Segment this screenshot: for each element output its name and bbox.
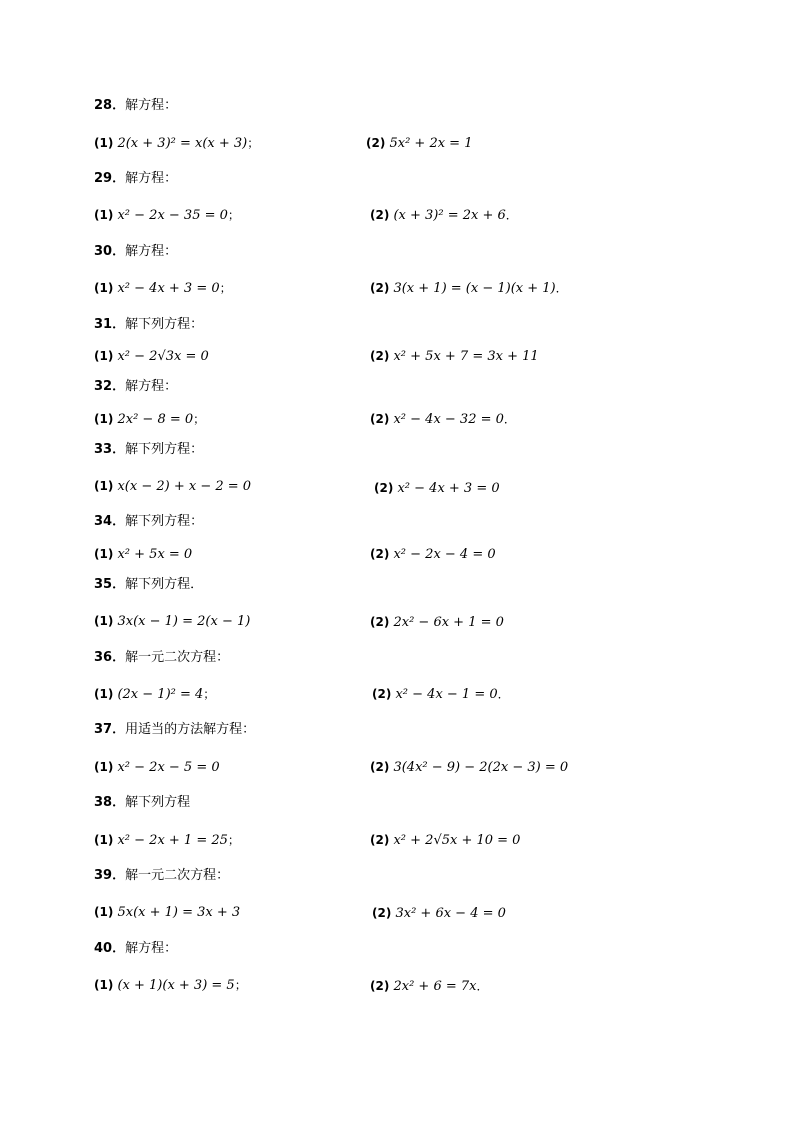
punctuation: ； <box>247 136 260 150</box>
problem-instruction: 解方程： <box>125 244 178 259</box>
part-label: (2) <box>370 760 390 774</box>
problem-31-part-1 <box>94 347 209 366</box>
problem-39-title <box>94 868 229 884</box>
problem-instruction: 解一元二次方程： <box>125 868 230 883</box>
problem-instruction: 解下列方程： <box>125 317 204 332</box>
problem-instruction: 解下列方程． <box>125 577 204 592</box>
equation: x² − 4x − 1 = 0 <box>395 687 498 702</box>
part-label: (2) <box>374 481 394 495</box>
problem-30-part-2 <box>370 279 568 298</box>
problem-36-title <box>94 650 229 666</box>
problem-34-title <box>94 514 203 530</box>
punctuation: ． <box>555 281 568 295</box>
part-label: (2) <box>370 615 390 629</box>
equation: (x + 1)(x + 3) = 5 <box>117 978 235 993</box>
part-label: (1) <box>94 833 114 847</box>
equation: 3x(x − 1) = 2(x − 1) <box>117 614 251 629</box>
problem-31-part-2 <box>370 347 539 366</box>
equation: x² − 2x − 35 = 0 <box>117 208 228 223</box>
part-label: (1) <box>94 547 114 561</box>
punctuation: ； <box>193 412 206 426</box>
part-label: (1) <box>94 349 114 363</box>
problem-29-title <box>94 171 177 187</box>
equation: x² − 4x + 3 = 0 <box>397 481 500 496</box>
equation: 2(x + 3)² = x(x + 3) <box>117 136 248 151</box>
problem-28-part-2 <box>366 134 472 153</box>
equation: (x + 3)² = 2x + 6 <box>393 208 506 223</box>
problem-34-part-2 <box>370 545 496 564</box>
equation: x² − 4x − 32 = 0 <box>393 412 504 427</box>
part-label: (1) <box>94 978 114 992</box>
problem-37-part-2 <box>370 758 568 777</box>
problem-38-part-2 <box>370 831 520 850</box>
part-label: (2) <box>370 547 390 561</box>
problem-37-title <box>94 722 255 738</box>
part-label: (2) <box>370 833 390 847</box>
problem-instruction: 解下列方程： <box>125 514 204 529</box>
punctuation: ． <box>497 687 510 701</box>
part-label: (1) <box>94 208 114 222</box>
equation: 2x² − 8 = 0 <box>117 412 194 427</box>
problem-instruction: 解方程： <box>125 379 178 394</box>
problem-number: 33． <box>94 442 126 457</box>
problem-39-part-1 <box>94 903 240 922</box>
problem-number: 37． <box>94 722 126 737</box>
problem-31-title <box>94 317 203 333</box>
problem-32-title <box>94 379 177 395</box>
problem-30-title <box>94 244 177 260</box>
punctuation: ； <box>227 208 240 222</box>
equation: 2x² − 6x + 1 = 0 <box>393 615 504 630</box>
problem-instruction: 解下列方程： <box>125 442 204 457</box>
equation: x(x − 2) + x − 2 = 0 <box>117 479 252 494</box>
problem-number: 35． <box>94 577 126 592</box>
problem-35-title <box>94 577 203 593</box>
problem-35-part-2 <box>370 613 504 632</box>
punctuation: ； <box>227 833 240 847</box>
punctuation: ． <box>505 208 518 222</box>
equation: x² − 2x − 5 = 0 <box>117 760 220 775</box>
equation: 3(4x² − 9) − 2(2x − 3) = 0 <box>393 760 569 775</box>
problem-28-title <box>94 98 177 114</box>
equation: 5x(x + 1) = 3x + 3 <box>117 905 241 920</box>
problem-32-part-1 <box>94 410 205 429</box>
part-label: (1) <box>94 479 114 493</box>
equation: x² + 2√5x + 10 = 0 <box>393 833 521 848</box>
problem-33-title <box>94 442 203 458</box>
problem-34-part-1 <box>94 545 192 564</box>
part-label: (2) <box>366 136 386 150</box>
part-label: (2) <box>372 906 392 920</box>
problem-instruction: 解下列方程 <box>125 795 191 810</box>
problem-instruction: 解一元二次方程： <box>125 650 230 665</box>
problem-29-part-1 <box>94 206 240 225</box>
problem-number: 32． <box>94 379 126 394</box>
problem-33-part-2 <box>374 479 500 498</box>
problem-40-title <box>94 941 177 957</box>
equation: x² − 2√3x = 0 <box>117 349 209 364</box>
part-label: (1) <box>94 687 114 701</box>
equation: 3(x + 1) = (x − 1)(x + 1) <box>393 281 556 296</box>
problem-instruction: 解方程： <box>125 171 178 186</box>
equation: x² − 2x − 4 = 0 <box>393 547 496 562</box>
punctuation: ； <box>219 281 232 295</box>
problem-32-part-2 <box>370 410 516 429</box>
problem-36-part-2 <box>372 685 510 704</box>
problem-number: 38． <box>94 795 126 810</box>
punctuation: ； <box>203 687 216 701</box>
problem-37-part-1 <box>94 758 220 777</box>
problem-40-part-2 <box>370 977 489 996</box>
part-label: (1) <box>94 760 114 774</box>
part-label: (2) <box>370 979 390 993</box>
part-label: (1) <box>94 281 114 295</box>
problem-number: 36． <box>94 650 126 665</box>
problem-35-part-1 <box>94 612 250 631</box>
problem-instruction: 解方程： <box>125 941 178 956</box>
part-label: (2) <box>370 412 390 426</box>
part-label: (1) <box>94 412 114 426</box>
problem-number: 40． <box>94 941 126 956</box>
equation: x² + 5x + 7 = 3x + 11 <box>393 349 539 364</box>
equation: 2x² + 6 = 7x <box>393 979 477 994</box>
problem-33-part-1 <box>94 477 251 496</box>
equation: x² − 2x + 1 = 25 <box>117 833 228 848</box>
problem-30-part-1 <box>94 279 232 298</box>
problem-38-part-1 <box>94 831 240 850</box>
problem-number: 39． <box>94 868 126 883</box>
problem-number: 28． <box>94 98 126 113</box>
part-label: (2) <box>370 349 390 363</box>
punctuation: ． <box>503 412 516 426</box>
problem-29-part-2 <box>370 206 518 225</box>
problem-instruction: 解方程： <box>125 98 178 113</box>
problem-28-part-1 <box>94 134 259 153</box>
equation: 5x² + 2x = 1 <box>389 136 473 151</box>
equation: x² − 4x + 3 = 0 <box>117 281 220 296</box>
equation: (2x − 1)² = 4 <box>117 687 204 702</box>
equation: 3x² + 6x − 4 = 0 <box>395 906 506 921</box>
problem-number: 34． <box>94 514 126 529</box>
problem-instruction: 用适当的方法解方程： <box>125 722 256 737</box>
part-label: (1) <box>94 905 114 919</box>
problem-40-part-1 <box>94 976 247 995</box>
part-label: (1) <box>94 136 114 150</box>
problem-36-part-1 <box>94 685 215 704</box>
part-label: (2) <box>370 208 390 222</box>
punctuation: ． <box>476 979 489 993</box>
problem-number: 29． <box>94 171 126 186</box>
part-label: (2) <box>370 281 390 295</box>
problem-number: 31． <box>94 317 126 332</box>
problem-number: 30． <box>94 244 126 259</box>
part-label: (2) <box>372 687 392 701</box>
equation: x² + 5x = 0 <box>117 547 193 562</box>
punctuation: ； <box>234 978 247 992</box>
problem-39-part-2 <box>372 904 506 923</box>
part-label: (1) <box>94 614 114 628</box>
problem-38-title <box>94 795 190 811</box>
